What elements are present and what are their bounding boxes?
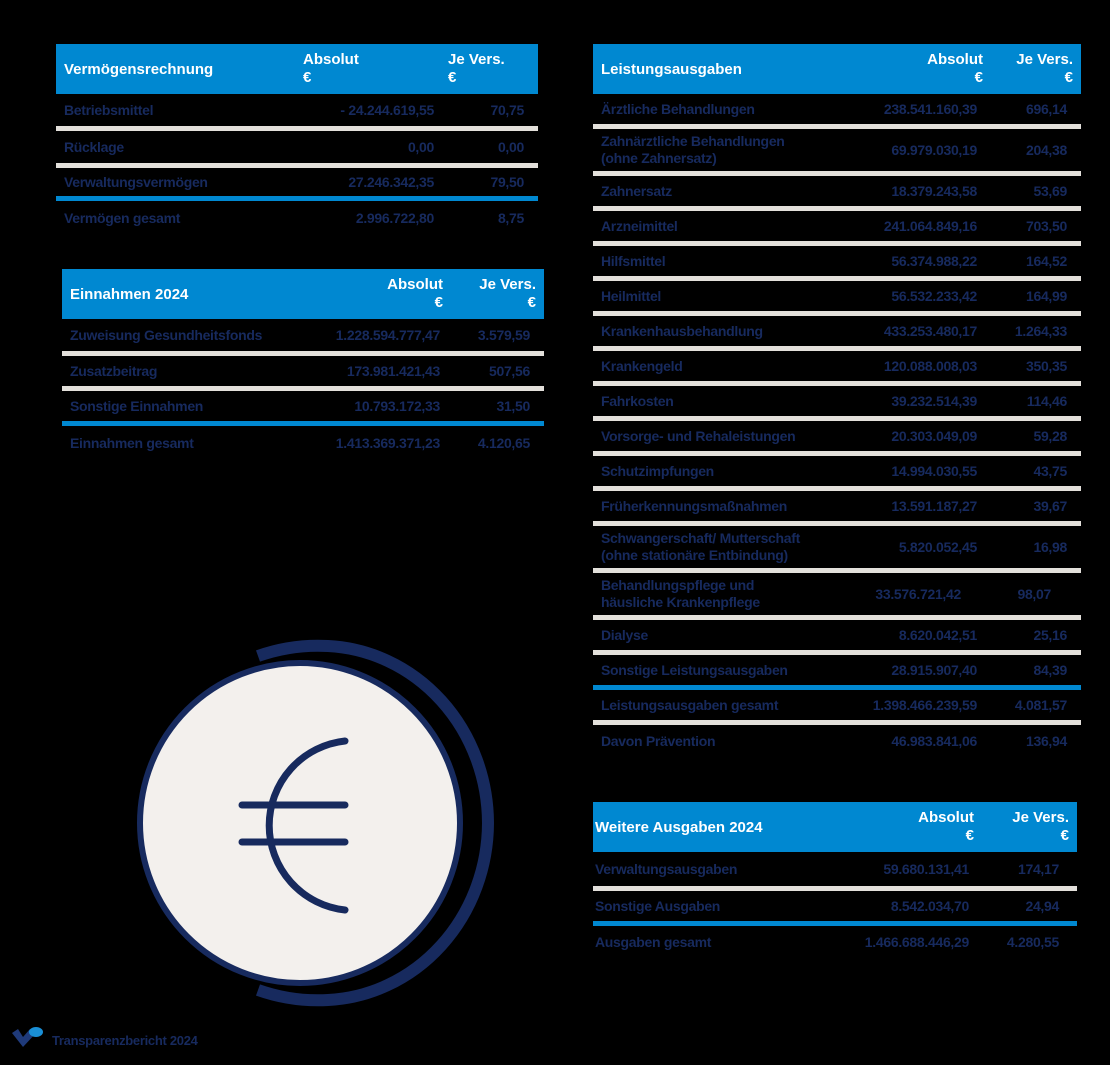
table-row: Verwaltungsvermögen 27.246.342,35 79,50 [64,173,524,190]
vermoegen-title: Vermögensrechnung [64,60,214,78]
table-row: Krankengeld 120.088.008,03 350,35 [601,357,1067,374]
table-row: Zahnärztliche Behandlungen (ohne Zahnersatz) 69.979.030,19 204,38 [601,133,1067,166]
total-row: Ausgaben gesamt 1.466.688.446,29 4.280,55 [595,933,1059,950]
table-row: Arzneimittel 241.064.849,16 703,50 [601,217,1067,234]
table-row: Sonstige Einnahmen 10.793.172,33 31,50 [70,397,530,414]
leistung-header [593,44,1081,94]
weitere-title: Weitere Ausgaben 2024 [595,818,763,836]
table-row: Sonstige Ausgaben 8.542.034,70 24,94 [595,897,1059,914]
einnahmen-table [62,269,544,460]
einnahmen-header [62,269,544,319]
leistung-title: Leistungsausgaben [601,60,742,78]
vermoegen-header [56,44,538,94]
leistung-table [593,44,1081,757]
table-row: Zuweisung Gesundheitsfonds 1.228.594.777,47 3.579,59 [70,326,530,343]
weitere-table [593,802,1077,958]
table-row: Dialyse 8.620.042,51 25,16 [601,626,1067,643]
table-row: Zusatzbeitrag 173.981.421,43 507,56 [70,362,530,379]
table-row: Zahnersatz 18.379.243,58 53,69 [601,182,1067,199]
vermoegen-table [56,44,538,235]
weitere-header [593,802,1077,852]
table-row: Krankenhausbehandlung 433.253.480,17 1.264,33 [601,322,1067,339]
total-row: Leistungsausgaben gesamt 1.398.466.239,59 4.081,57 [601,696,1067,713]
total-row: Einnahmen gesamt 1.413.369.371,23 4.120,65 [70,434,530,451]
table-row: Hilfsmittel 56.374.988,22 164,52 [601,252,1067,269]
table-row: Heilmittel 56.532.233,42 164,99 [601,287,1067,304]
col-je-vers: Je Vers. € [448,51,505,86]
table-row: Behandlungspflege und häusliche Krankenpflege 33.576.721,42 98,07 [601,577,1051,610]
table-row: Fahrkosten 39.232.514,39 114,46 [601,392,1067,409]
col-je-vers: Je Vers. € [1012,809,1069,844]
col-je-vers: Je Vers. € [479,276,536,311]
table-row: Früherkennungsmaßnahmen 13.591.187,27 39,67 [601,497,1067,514]
table-row: Schwangerschaft/ Mutterschaft (ohne stationäre Entbindung) 5.820.052,45 16,98 [601,530,1067,563]
footer [10,1025,198,1056]
einnahmen-title: Einnahmen 2024 [70,285,189,303]
col-absolut: Absolut € [303,51,359,86]
table-row: Rücklage 0,00 0,00 [64,138,524,155]
table-row: Betriebsmittel - 24.244.619,55 70,75 [64,101,524,118]
total-row: Vermögen gesamt 2.996.722,80 8,75 [64,209,524,226]
table-row: Schutzimpfungen 14.994.030,55 43,75 [601,462,1067,479]
euro-coin-icon [128,638,500,1008]
col-absolut: Absolut € [387,276,443,311]
col-absolut: Absolut € [918,809,974,844]
col-je-vers: Je Vers. € [1016,51,1073,86]
table-row: Verwaltungsausgaben 59.680.131,41 174,17 [595,860,1059,877]
table-row: Vorsorge- und Rehaleistungen 20.303.049,09 59,28 [601,427,1067,444]
table-row: Sonstige Leistungsausgaben 28.915.907,40 84,39 [601,661,1067,678]
col-absolut: Absolut € [927,51,983,86]
heart-logo-icon [10,1025,44,1056]
footer-text: Transparenzbericht 2024 [52,1033,198,1048]
table-row: Ärztliche Behandlungen 238.541.160,39 696,14 [601,100,1067,117]
prevention-row: Davon Prävention 46.983.841,06 136,94 [601,732,1067,749]
